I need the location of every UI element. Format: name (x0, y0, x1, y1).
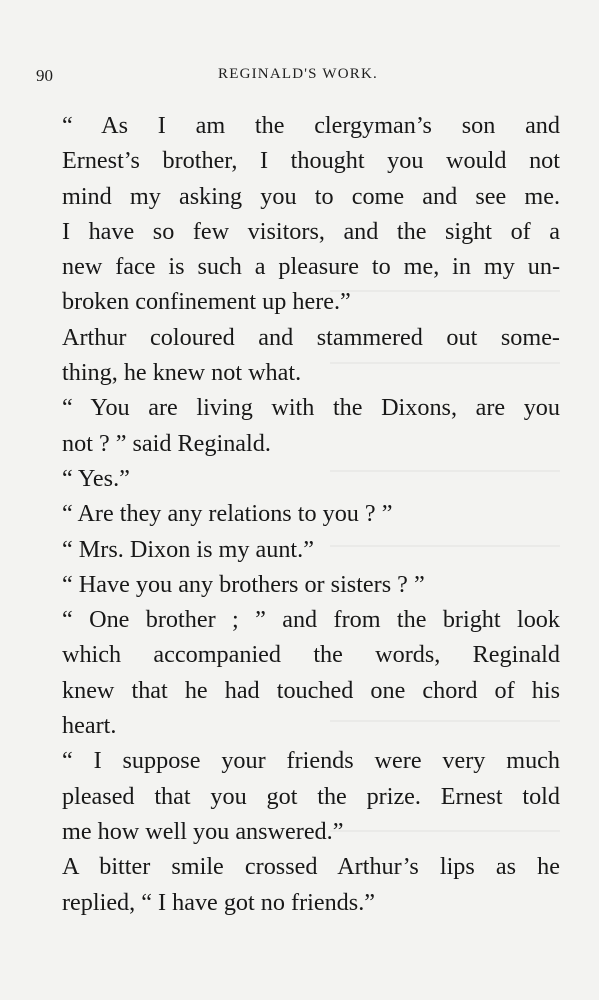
text-line: me how well you answered.” (62, 817, 344, 845)
body-text (36, 108, 560, 920)
text-line: thing, he knew not what. (62, 359, 302, 387)
text-line: heart. (62, 712, 117, 740)
text-line: broken confinement up here.” (62, 288, 351, 316)
paragraph (36, 320, 560, 391)
running-head: REGINALD'S WORK. (218, 66, 378, 82)
text-line: mind my asking you to come and see me. (62, 182, 560, 210)
text-line: new face is such a pleasure to me, in my un- (62, 253, 560, 281)
paragraph (36, 390, 560, 461)
paragraph (36, 108, 560, 320)
text-line: I have so few visitors, and the sight of a (62, 217, 560, 245)
text-line: Arthur coloured and stammered out some- (62, 323, 560, 351)
paragraph (36, 532, 560, 567)
text-line: not ? ” said Reginald. (62, 429, 271, 457)
text-line: knew that he had touched one chord of his (62, 676, 560, 704)
text-line: “ I suppose your friends were very much (62, 747, 560, 775)
paragraph (36, 496, 560, 531)
text-line: pleased that you got the prize. Ernest told (62, 782, 560, 810)
paragraph (36, 743, 560, 849)
text-line: “ Yes.” (62, 464, 130, 492)
text-line: Ernest’s brother, I thought you would not (62, 147, 560, 175)
text-line: “ You are living with the Dixons, are you (62, 394, 560, 422)
text-line: “ Have you any brothers or sisters ? ” (62, 570, 425, 598)
text-line: “ Are they any relations to you ? ” (62, 500, 393, 528)
text-line: “ As I am the clergyman’s son and (62, 112, 560, 139)
page-header (36, 66, 560, 88)
paragraph (36, 602, 560, 743)
text-line: replied, “ I have got no friends.” (62, 888, 375, 916)
text-line: “ Mrs. Dixon is my aunt.” (62, 535, 314, 563)
text-line: A bitter smile crossed Arthur’s lips as he (62, 853, 560, 881)
text-line: which accompanied the words, Reginald (62, 641, 560, 669)
paragraph (36, 461, 560, 496)
page-number: 90 (36, 66, 53, 85)
paragraph (36, 849, 560, 920)
text-line: “ One brother ; ” and from the bright look (62, 606, 560, 634)
paragraph (36, 567, 560, 602)
